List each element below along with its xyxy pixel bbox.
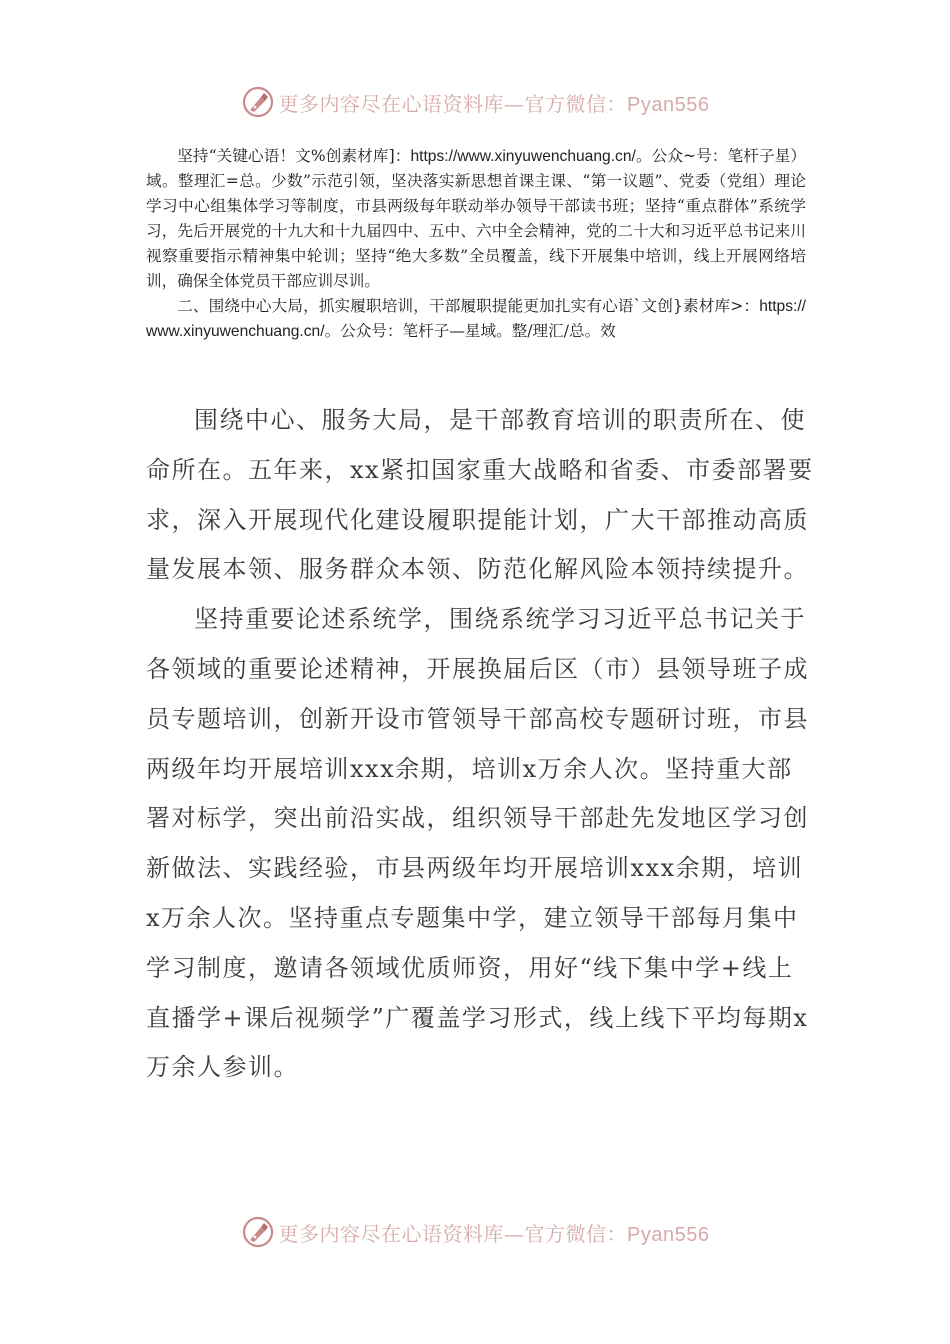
pen-nib-icon (241, 85, 275, 119)
website-url: https://www.xinyuwenchuang.cn/ (146, 298, 806, 340)
small-text-block (146, 144, 806, 344)
wechat-id: Pyan556 (627, 1223, 710, 1246)
banner-label: 更多内容尽在心语资料库—官方微信： (278, 91, 628, 116)
pen-nib-icon (241, 1215, 275, 1249)
footer-banner (0, 1212, 950, 1252)
main-text-block (146, 396, 818, 1093)
banner-text (279, 1218, 710, 1247)
header-banner (0, 82, 950, 122)
body-paragraph-2: 坚持重要论述系统学，围绕系统学习习近平总书记关于各领域的重要论述精神，开展换届后区（市）县领导班子成员专题培训，创新开设市管领导干部高校专题研讨班，市县两级年均开展培训xxx余期，培训x万余人次。坚持重大部署对标学，突出前沿实战，组织领导干部赴先发地区学习创新做法、实践经验，市县两级年均开展培训xxx余期，培训x万余人次。坚持重点专题集中学，建立领导干部每月集中学习制度，邀请各领域优质师资，用好“线下集中学+线上直播学+课后视频学”广覆盖学习形式，线上线下平均每期x万余人参训。 (146, 605, 809, 1082)
banner-text (279, 88, 710, 117)
website-url: https://www.xinyuwenchuang.cn/ (410, 148, 636, 165)
body-paragraph-1: 围绕中心、服务大局，是干部教育培训的职责所在、使命所在。五年来，xx紧扣国家重大战略和省委、市委部署要求，深入开展现代化建设履职提能计划，广大干部推动高质量发展本领、服务群众本领、防范化解风险本领持续提升。 (146, 406, 814, 584)
banner-label: 更多内容尽在心语资料库—官方微信： (278, 1221, 628, 1246)
small-paragraph-2: 二、围绕中心大局，抓实履职培训，干部履职提能更加扎实有心语`文创}素材库>：https://www.xinyuwenchuang.cn/。公众号：笔杆子—星域。整/理汇/总。效 (146, 297, 806, 340)
wechat-id: Pyan556 (627, 93, 710, 116)
small-paragraph-1: 坚持“关键心语！文%创素材库]：https://www.xinyuwenchuang.cn/。公众~号：笔杆子星）域。整理汇=总。少数”示范引领，坚决落实新思想首课主课、“第一议题”、党委（党组）理论学习中心组集体学习等制度，市县两级每年联动举办领导干部读书班；坚持“重点群体”系统学习，先后开展党的十九大和十九届四中、五中、六中全会精神，党的二十大和习近平总书记来川视察重要指示精神集中轮训；坚持“绝大多数”全员覆盖，线下开展集中培训，线上开展网络培训，确保全体党员干部应训尽训。 (146, 147, 806, 290)
